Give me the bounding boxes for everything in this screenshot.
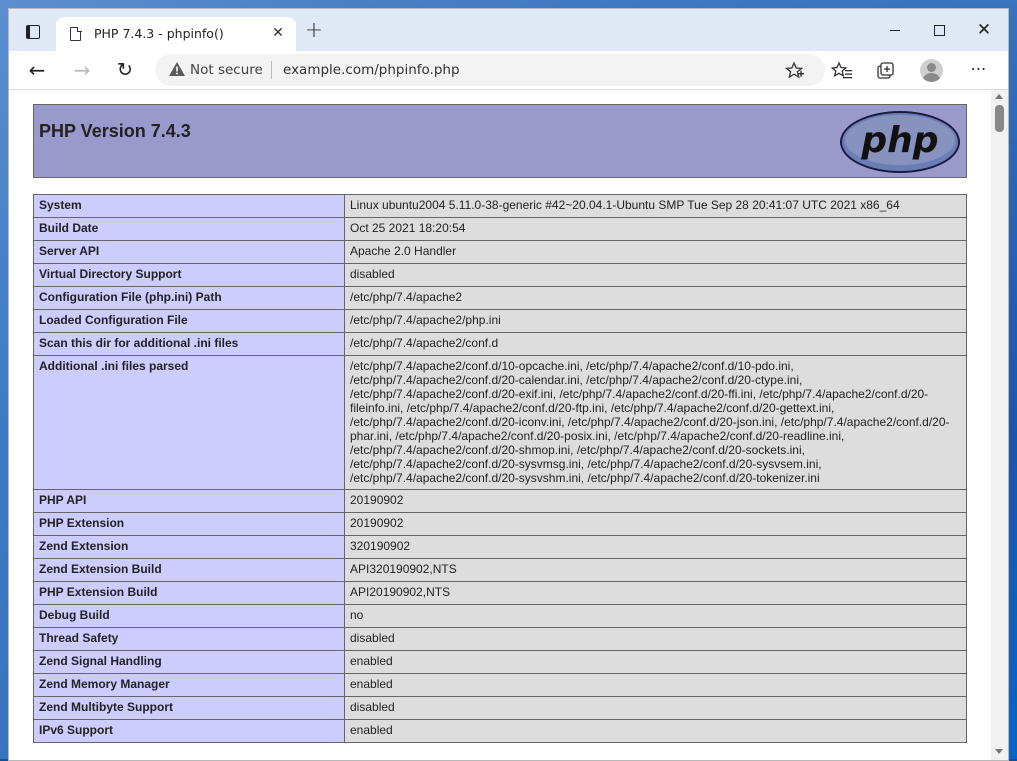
table-row (34, 356, 967, 490)
setting-name: Server API (34, 241, 345, 264)
setting-value: /etc/php/7.4/apache2/conf.d (345, 333, 967, 356)
close-window-button[interactable] (972, 19, 996, 41)
table-row (34, 628, 967, 651)
table-row (34, 697, 967, 720)
table-row (34, 605, 967, 628)
setting-value: enabled (345, 651, 967, 674)
page-content (9, 90, 991, 760)
table-row (34, 559, 967, 582)
table-row (34, 674, 967, 697)
scroll-down-icon[interactable] (995, 749, 1003, 754)
setting-name: Debug Build (34, 605, 345, 628)
browser-window (8, 8, 1009, 761)
favorites-icon[interactable] (831, 61, 853, 81)
setting-value: Linux ubuntu2004 5.11.0-38-generic #42~20.04.1-Ubuntu SMP Tue Sep 28 20:41:07 UTC 2021 x86_64 (345, 195, 967, 218)
setting-name: Zend Multibyte Support (34, 697, 345, 720)
tab-actions-button[interactable] (19, 20, 47, 44)
address-bar[interactable] (155, 54, 825, 86)
minimize-icon (890, 30, 900, 31)
table-row (34, 513, 967, 536)
more-icon[interactable]: ⋯ (970, 59, 988, 78)
forward-arrow-icon: → (73, 58, 91, 82)
table-row (34, 264, 967, 287)
close-icon[interactable]: ✕ (272, 25, 284, 41)
table-row (34, 651, 967, 674)
setting-value: enabled (345, 674, 967, 697)
setting-value: 20190902 (345, 490, 967, 513)
table-row (34, 195, 967, 218)
php-logo (838, 109, 962, 175)
url-text[interactable]: example.com/phpinfo.php (283, 62, 460, 78)
address-divider (271, 61, 272, 79)
setting-value: no (345, 605, 967, 628)
setting-value: 20190902 (345, 513, 967, 536)
browser-toolbar (9, 51, 1008, 90)
svg-text:php: php (861, 120, 939, 161)
back-button[interactable] (24, 58, 50, 82)
setting-name: Zend Signal Handling (34, 651, 345, 674)
table-row (34, 720, 967, 743)
setting-name: IPv6 Support (34, 720, 345, 743)
back-arrow-icon: ← (28, 58, 46, 82)
warning-icon[interactable] (168, 61, 186, 77)
tab-phpinfo[interactable] (56, 17, 296, 51)
php-version-header (33, 104, 967, 178)
setting-value: /etc/php/7.4/apache2/conf.d/10-opcache.ini, /etc/php/7.4/apache2/conf.d/10-pdo.ini, /etc/php/7.4/apache2/conf.d/20-calendar.ini, /etc/php/7.4/apache2/conf.d/20-ctype.ini, /etc/php/7.4/apache2/conf.d/20-exif.ini, /etc/php/7.4/apache2/conf.d/20-ffi.ini, /etc/php/7.4/apache2/conf.d/20-fileinfo.ini, /etc/php/7.4/apache2/conf.d/20-ftp.ini, /etc/php/7.4/apache2/conf.d/20-gettext.ini, /etc/php/7.4/apache2/conf.d/20-iconv.ini, /etc/php/7.4/apache2/conf.d/20-json.ini, /etc/php/7.4/apache2/conf.d/20-phar.ini, /etc/php/7.4/apache2/conf.d/20-posix.ini, /etc/php/7.4/apache2/conf.d/20-readline.ini, /etc/php/7.4/apache2/conf.d/20-shmop.ini, /etc/php/7.4/apache2/conf.d/20-sockets.ini, /etc/php/7.4/apache2/conf.d/20-sysvmsg.ini, /etc/php/7.4/apache2/conf.d/20-sysvsem.ini, /etc/php/7.4/apache2/conf.d/20-sysvshm.ini, /etc/php/7.4/apache2/conf.d/20-tokenizer.ini (345, 356, 967, 490)
setting-name: Virtual Directory Support (34, 264, 345, 287)
minimize-button[interactable] (883, 19, 907, 41)
setting-name: PHP Extension (34, 513, 345, 536)
new-tab-button[interactable]: + (304, 18, 324, 43)
profile-icon[interactable] (920, 59, 943, 82)
setting-value: /etc/php/7.4/apache2 (345, 287, 967, 310)
page-title: PHP Version 7.4.3 (39, 121, 191, 141)
setting-value: enabled (345, 720, 967, 743)
setting-name: Configuration File (php.ini) Path (34, 287, 345, 310)
close-window-icon: ✕ (976, 20, 992, 40)
tab-title: PHP 7.4.3 - phpinfo() (94, 26, 224, 41)
setting-name: Zend Extension (34, 536, 345, 559)
table-row (34, 333, 967, 356)
table-row (34, 582, 967, 605)
phpinfo-table (33, 194, 967, 743)
setting-name: Thread Safety (34, 628, 345, 651)
reload-icon: ↻ (117, 59, 133, 81)
forward-button[interactable] (69, 58, 95, 82)
collections-icon[interactable] (875, 61, 897, 81)
title-bar (9, 9, 1008, 51)
add-favorite-icon[interactable] (785, 61, 805, 81)
setting-name: System (34, 195, 345, 218)
reload-button[interactable] (112, 58, 138, 82)
setting-value: disabled (345, 697, 967, 720)
setting-value: API20190902,NTS (345, 582, 967, 605)
vertical-scrollbar[interactable] (991, 90, 1008, 760)
setting-name: Scan this dir for additional .ini files (34, 333, 345, 356)
setting-value: 320190902 (345, 536, 967, 559)
security-status[interactable]: Not secure (190, 62, 263, 78)
setting-value: disabled (345, 628, 967, 651)
page-icon (70, 27, 81, 41)
setting-name: Additional .ini files parsed (34, 356, 345, 490)
table-row (34, 536, 967, 559)
setting-value: disabled (345, 264, 967, 287)
setting-name: PHP Extension Build (34, 582, 345, 605)
setting-name: Loaded Configuration File (34, 310, 345, 333)
setting-value: API320190902,NTS (345, 559, 967, 582)
setting-value: Oct 25 2021 18:20:54 (345, 218, 967, 241)
setting-name: Zend Extension Build (34, 559, 345, 582)
setting-value: Apache 2.0 Handler (345, 241, 967, 264)
table-row (34, 218, 967, 241)
setting-name: PHP API (34, 490, 345, 513)
setting-name: Zend Memory Manager (34, 674, 345, 697)
setting-name: Build Date (34, 218, 345, 241)
table-row (34, 287, 967, 310)
tab-switcher-icon (26, 25, 40, 39)
scroll-up-icon[interactable] (995, 94, 1003, 99)
table-row (34, 310, 967, 333)
scroll-thumb[interactable] (995, 105, 1004, 132)
table-row (34, 241, 967, 264)
maximize-button[interactable] (927, 19, 951, 41)
setting-value: /etc/php/7.4/apache2/php.ini (345, 310, 967, 333)
table-row (34, 490, 967, 513)
maximize-icon (934, 25, 945, 36)
